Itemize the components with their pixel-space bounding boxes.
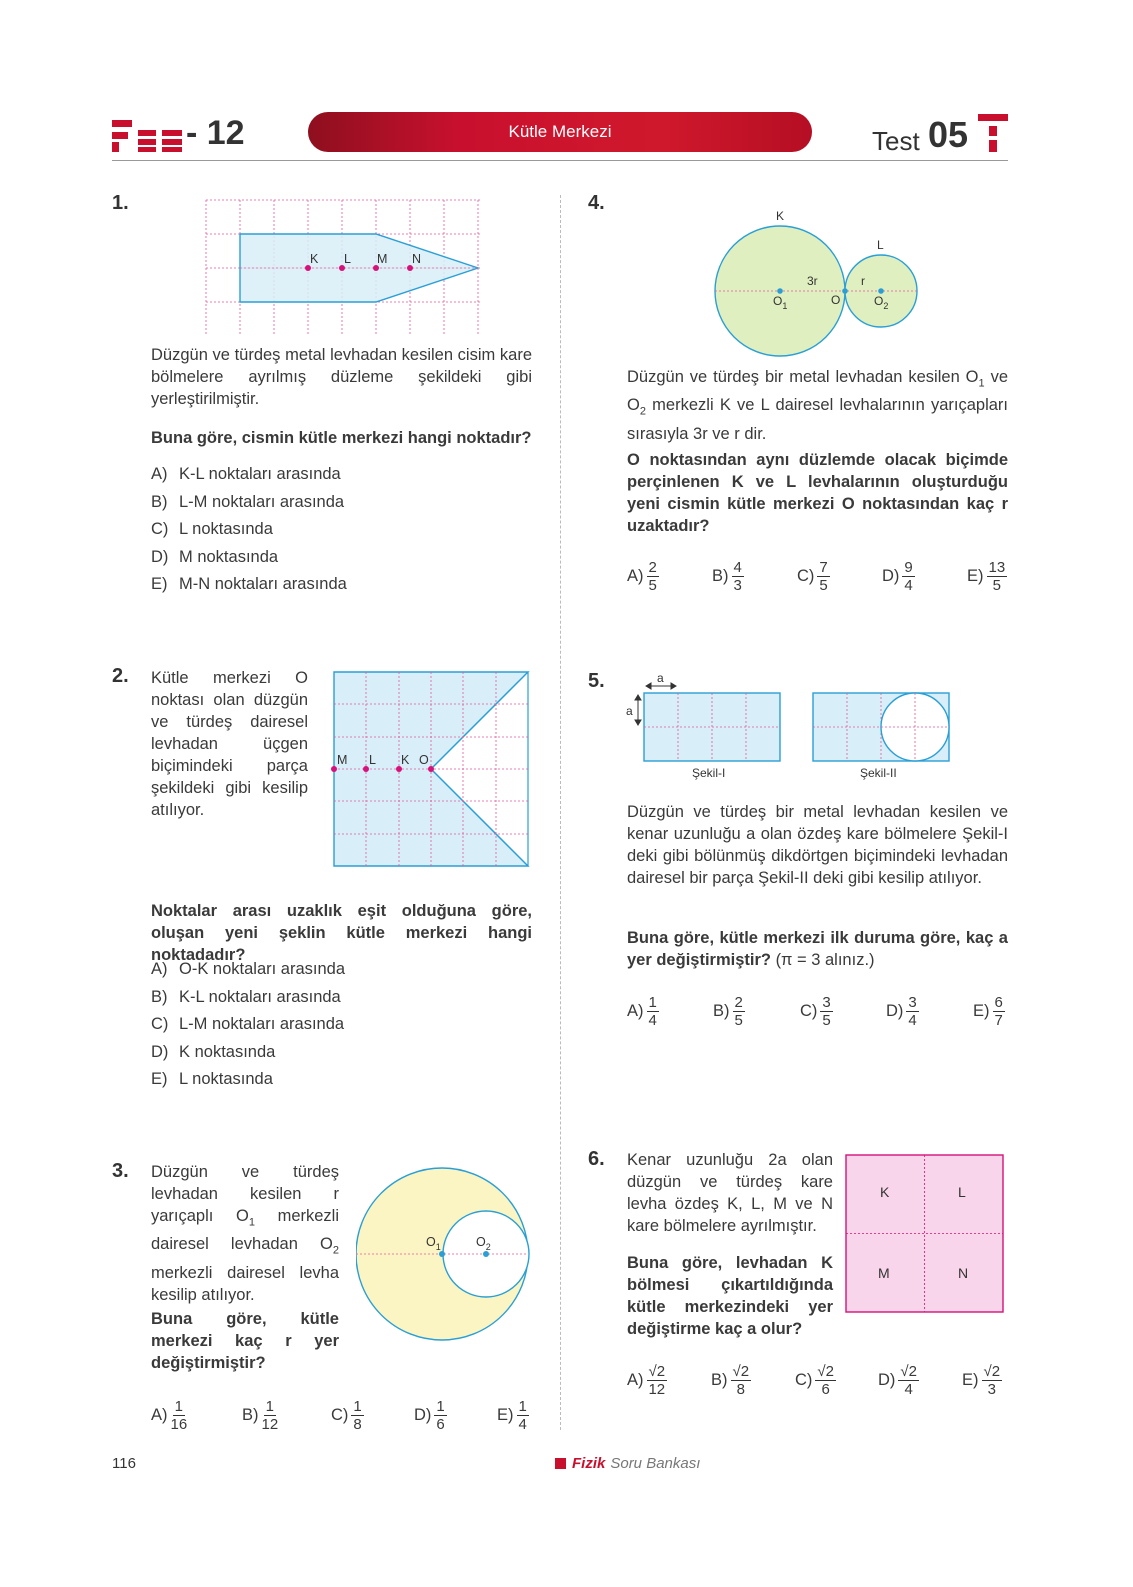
header-rule — [112, 160, 1008, 161]
q6-answer-d[interactable]: D) √2 4 — [878, 1363, 917, 1398]
q5-fig1-caption: Şekil-I — [692, 766, 726, 780]
q1-option-c[interactable]: C) L noktasında — [151, 520, 273, 538]
q4-answer-a[interactable]: A) 2 5 — [627, 559, 657, 594]
q2-text: Kütle merkezi O noktası olan düzgün ve türdeş dairesel levhadan üçgen biçimindeki parça şekildeki gibi kesilip atılıyor. — [151, 669, 308, 819]
q1-option-e[interactable]: E) M-N noktaları arasında — [151, 575, 347, 593]
q4-label-l: L — [877, 238, 884, 252]
q6-cell-m: M — [878, 1265, 890, 1281]
q4-label-o: O — [831, 293, 841, 307]
test-label: Test — [872, 126, 920, 156]
q5-label-a-left: a — [626, 704, 633, 718]
q2-figure — [330, 668, 532, 870]
q5-answer-e[interactable]: E) 6 7 — [973, 994, 1003, 1029]
q4-question: O noktasından aynı düzlemde olacak biçimde perçinlenen K ve L levhalarının oluşturduğu yeni cismin kütle merkezi O noktasından kaç r uzaktadır? — [627, 451, 1008, 535]
q3-answer-a[interactable]: A) 1 16 — [151, 1398, 188, 1433]
q5-answer-b[interactable]: B) 2 5 — [713, 994, 743, 1029]
q3-figure — [356, 1158, 536, 1348]
q4-number: 4. — [588, 192, 605, 214]
test-number: 05 — [928, 114, 969, 155]
q2-question: Noktalar arası uzaklık eşit olduğuna göre, oluşan yeni şeklin kütle merkezi hangi noktadadır? — [151, 902, 532, 964]
footer-square-icon — [555, 1458, 566, 1469]
footer-brand — [555, 1455, 700, 1472]
q1-question: Buna göre, cismin kütle merkezi hangi noktadır? — [151, 429, 532, 447]
q4-label-3r: 3r — [807, 274, 818, 288]
q6-text: Kenar uzunluğu 2a olan düzgün ve türdeş kare levha özdeş K, L, M ve N kare bölmelere ayrılmıştır. — [627, 1151, 833, 1235]
q1-metal-sheet — [240, 234, 478, 302]
q2-option-e[interactable]: E) L noktasında — [151, 1070, 273, 1088]
q2-option-d[interactable]: D) K noktasında — [151, 1042, 276, 1061]
q1-options — [151, 461, 347, 599]
q6-cell-k: K — [880, 1184, 890, 1200]
q3-answer-e[interactable]: E) 1 4 — [497, 1398, 527, 1433]
q2-option-c[interactable]: C) L-M noktaları arasında — [151, 1015, 345, 1033]
q4-answer-e[interactable]: E) 13 5 — [967, 559, 1006, 594]
q2-number: 2. — [112, 665, 129, 687]
page-number: 116 — [112, 1455, 136, 1472]
q6-answer-b[interactable]: B) √2 8 — [711, 1363, 750, 1398]
column-divider — [560, 195, 561, 1430]
q4-label-k: K — [776, 209, 785, 223]
q4-answer-c[interactable]: C) 7 5 — [797, 559, 828, 594]
q5-fig2-caption: Şekil-II — [860, 766, 897, 780]
q1-text: Düzgün ve türdeş metal levhadan kesilen cisim kare bölmelere ayrılmış düzleme şekildeki gibi yerleştirilmiştir. — [151, 346, 532, 408]
q1-option-b[interactable]: B) L-M noktaları arasında — [151, 492, 345, 511]
q6-answer-c[interactable]: C) √2 6 — [795, 1363, 834, 1398]
q6-cell-n: N — [958, 1265, 969, 1281]
q4-figure — [710, 205, 925, 360]
q1-option-a[interactable]: A) K-L noktaları arasında — [151, 465, 341, 483]
q4-answer-b[interactable]: B) 4 3 — [712, 559, 742, 594]
q5-number: 5. — [588, 670, 605, 692]
q2-label-k: K — [401, 753, 410, 767]
q5-answer-d[interactable]: D) 3 4 — [886, 994, 917, 1029]
q2-label-m: M — [337, 753, 348, 767]
topic-title: Kütle Merkezi — [508, 122, 612, 141]
q4-label-o2: $O_2$ — [874, 294, 889, 311]
q3-answer-d[interactable]: D) 1 6 — [414, 1398, 445, 1433]
q4-label-o1: $O_1$ — [773, 294, 788, 311]
q6-answer-e[interactable]: E) √2 3 — [962, 1363, 1001, 1398]
q5-figure — [622, 670, 957, 785]
q6-figure — [844, 1153, 1006, 1315]
q4-answer-d[interactable]: D) 9 4 — [882, 559, 913, 594]
q3-answer-c[interactable]: C) 1 8 — [331, 1398, 362, 1433]
q1-figure — [200, 195, 490, 337]
q3-text: Düzgün ve türdeş levhadan kesilen r yarıçaplı $O_1$ merkezli dairesel levhadan $O_2$ merkezli dairesel levha kesilip atılıyor. — [151, 1163, 340, 1304]
test-logo-icon — [978, 114, 1008, 154]
q2-options — [151, 956, 345, 1094]
footer-subject: Fizik — [572, 1455, 606, 1472]
q5-label-a-top: a — [657, 671, 664, 685]
q6-question: Buna göre, levhadan K bölmesi çıkartıldığında kütle merkezindeki yer değiştirme kaç a olur? — [627, 1254, 833, 1338]
q3-label-o1: $O_1$ — [426, 1235, 441, 1252]
series-number: - 12 — [186, 114, 245, 152]
q5-answer-a[interactable]: A) 1 4 — [627, 994, 657, 1029]
q2-option-a[interactable]: A) O-K noktaları arasında — [151, 960, 345, 978]
q3-label-o2: $O_2$ — [476, 1235, 491, 1252]
q2-point-o — [428, 766, 434, 772]
q2-option-b[interactable]: B) K-L noktaları arasında — [151, 987, 341, 1006]
q6-number: 6. — [588, 1148, 605, 1170]
q1-label-k: K — [310, 252, 319, 266]
q2-label-o: O — [419, 753, 429, 767]
footer-book: Soru Bankası — [610, 1455, 701, 1472]
q4-label-r: r — [861, 274, 865, 288]
faz-logo — [112, 118, 184, 154]
q1-label-m: M — [377, 252, 388, 266]
q3-number: 3. — [112, 1160, 129, 1182]
q5-answer-c[interactable]: C) 3 5 — [800, 994, 831, 1029]
q6-answer-a[interactable]: A) √2 12 — [627, 1363, 666, 1398]
q3-question: Buna göre, kütle merkezi kaç r yer değiştirmiştir? — [151, 1310, 339, 1372]
header — [0, 100, 1133, 170]
q2-label-l: L — [369, 753, 376, 767]
q1-option-d[interactable]: D) M noktasında — [151, 547, 279, 566]
q4-text: Düzgün ve türdeş bir metal levhadan kesilen $O_1$ ve $O_2$ merkezli K ve L dairesel levhalarının yarıçapları sırasıyla 3r ve r dir. — [627, 368, 1008, 443]
q5-question: Buna göre, kütle merkezi ilk duruma göre, kaç a yer değiştirmiştir? (π = 3 alınız.) — [627, 929, 1008, 969]
q6-cell-l: L — [958, 1184, 966, 1200]
q1-label-l: L — [344, 252, 351, 266]
q1-label-n: N — [412, 252, 422, 266]
q1-number: 1. — [112, 192, 129, 214]
q5-text: Düzgün ve türdeş bir metal levhadan kesilen ve kenar uzunluğu a olan özdeş kare bölmelere Şekil-I deki gibi bölünmüş dikdörtgen biçimindeki levhadan dairesel bir parça Şekil-II deki gibi kesilip atılıyor. — [627, 803, 1008, 887]
q3-answer-b[interactable]: B) 1 12 — [242, 1398, 279, 1433]
